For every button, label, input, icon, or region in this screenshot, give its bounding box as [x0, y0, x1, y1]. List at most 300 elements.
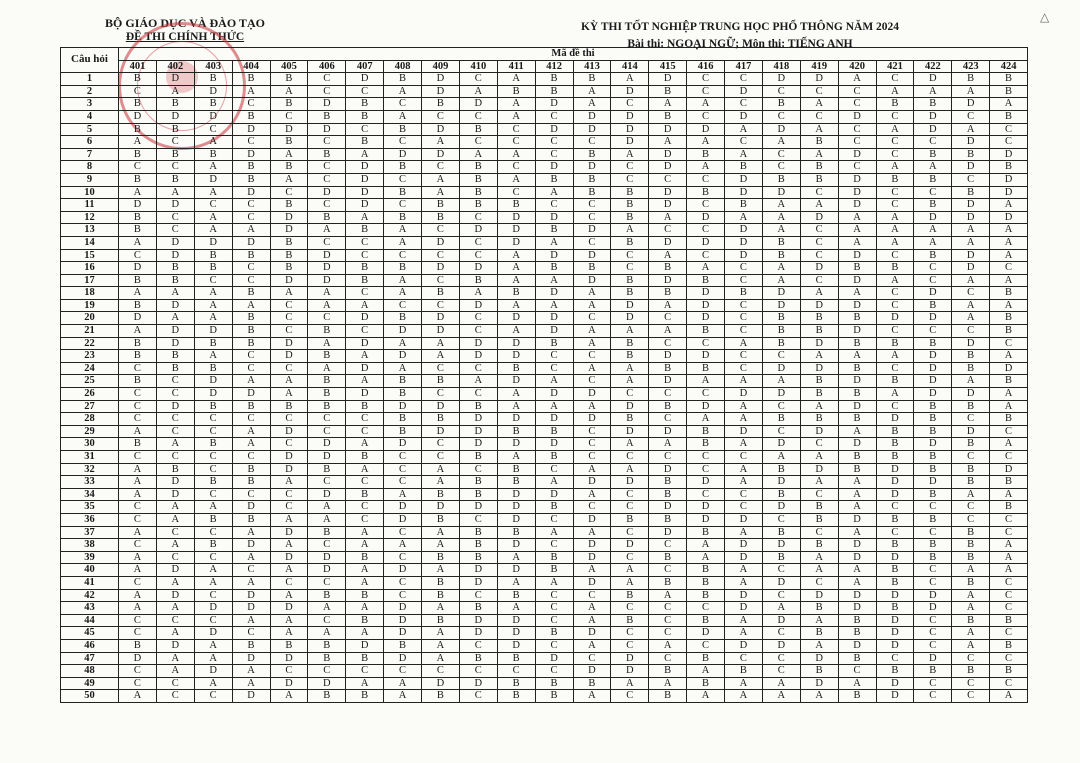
answer-cell: B	[156, 262, 194, 275]
answer-cell: C	[459, 236, 497, 249]
ministry-name: BỘ GIÁO DỤC VÀ ĐÀO TẠO	[105, 16, 265, 30]
answer-cell: A	[762, 602, 800, 615]
answer-cell: A	[573, 98, 611, 111]
answer-cell: C	[422, 388, 460, 401]
answer-cell: B	[497, 476, 535, 489]
answer-cell: D	[687, 211, 725, 224]
answer-cell: C	[346, 513, 384, 526]
answer-cell: A	[119, 287, 157, 300]
answer-cell: C	[611, 639, 649, 652]
answer-cell: D	[838, 400, 876, 413]
answer-cell: B	[232, 287, 270, 300]
answer-cell: C	[497, 136, 535, 149]
answer-cell: B	[232, 463, 270, 476]
answer-cell: A	[762, 677, 800, 690]
answer-cell: B	[914, 400, 952, 413]
answer-cell: C	[194, 451, 232, 464]
answer-cell: C	[990, 602, 1028, 615]
answer-cell: B	[914, 173, 952, 186]
answer-cell: A	[535, 375, 573, 388]
answer-cell: A	[308, 602, 346, 615]
answer-cell: A	[725, 576, 763, 589]
answer-cell: A	[346, 627, 384, 640]
answer-cell: C	[649, 337, 687, 350]
answer-cell: C	[649, 614, 687, 627]
answer-cell: B	[800, 665, 838, 678]
answer-cell: C	[346, 425, 384, 438]
answer-cell: A	[156, 539, 194, 552]
answer-cell: D	[384, 513, 422, 526]
answer-cell: A	[573, 85, 611, 98]
answer-cell: C	[119, 451, 157, 464]
answer-cell: D	[838, 539, 876, 552]
answer-cell: C	[459, 249, 497, 262]
answer-cell: D	[308, 249, 346, 262]
answer-cell: D	[611, 123, 649, 136]
answer-cell: A	[990, 98, 1028, 111]
answer-cell: C	[346, 287, 384, 300]
answer-cell: A	[573, 337, 611, 350]
answer-cell: C	[194, 690, 232, 703]
answer-cell: B	[535, 627, 573, 640]
table-row	[61, 110, 1028, 123]
answer-cell: B	[914, 98, 952, 111]
answer-cell: B	[952, 463, 990, 476]
answer-cell: D	[346, 73, 384, 86]
answer-cell: C	[611, 690, 649, 703]
answer-cell: B	[156, 98, 194, 111]
answer-cell: B	[762, 236, 800, 249]
answer-cell: D	[725, 85, 763, 98]
answer-cell: A	[497, 98, 535, 111]
answer-cell: A	[308, 224, 346, 237]
answer-cell: D	[611, 299, 649, 312]
question-number: 49	[61, 677, 119, 690]
answer-cell: D	[270, 274, 308, 287]
answer-cell: A	[497, 148, 535, 161]
answer-cell: C	[156, 211, 194, 224]
table-row	[61, 262, 1028, 275]
answer-cell: D	[346, 337, 384, 350]
answer-cell: A	[800, 98, 838, 111]
answer-cell: A	[800, 123, 838, 136]
answer-cell: C	[535, 136, 573, 149]
answer-cell: D	[762, 639, 800, 652]
exam-code-header: 416	[687, 60, 725, 73]
answer-cell: D	[422, 262, 460, 275]
answer-cell: B	[990, 312, 1028, 325]
answer-cell: C	[573, 501, 611, 514]
answer-cell: B	[270, 199, 308, 212]
answer-cell: A	[384, 236, 422, 249]
answer-cell: C	[497, 665, 535, 678]
answer-cell: D	[952, 388, 990, 401]
answer-cell: D	[762, 123, 800, 136]
answer-cell: C	[611, 602, 649, 615]
answer-cell: C	[952, 110, 990, 123]
answer-cell: D	[838, 274, 876, 287]
answer-cell: A	[914, 161, 952, 174]
exam-code-header: 424	[990, 60, 1028, 73]
answer-cell: D	[687, 236, 725, 249]
answer-cell: A	[838, 425, 876, 438]
answer-cell: D	[459, 98, 497, 111]
answer-cell: A	[384, 362, 422, 375]
answer-cell: B	[611, 337, 649, 350]
answer-cell: B	[308, 388, 346, 401]
answer-cell: B	[611, 199, 649, 212]
answer-cell: A	[232, 576, 270, 589]
answer-cell: A	[952, 274, 990, 287]
answer-cell: B	[762, 526, 800, 539]
answer-cell: D	[725, 249, 763, 262]
answer-cell: C	[687, 388, 725, 401]
answer-cell: C	[611, 451, 649, 464]
answer-cell: B	[156, 173, 194, 186]
answer-cell: D	[649, 425, 687, 438]
answer-cell: C	[535, 110, 573, 123]
answer-cell: C	[156, 526, 194, 539]
answer-cell: B	[535, 337, 573, 350]
table-row	[61, 224, 1028, 237]
question-number: 7	[61, 148, 119, 161]
table-row	[61, 614, 1028, 627]
answer-cell: D	[762, 614, 800, 627]
answer-cell: C	[346, 123, 384, 136]
answer-cell: C	[194, 123, 232, 136]
answer-cell: D	[725, 513, 763, 526]
answer-cell: A	[990, 236, 1028, 249]
answer-cell: D	[497, 639, 535, 652]
answer-cell: A	[725, 413, 763, 426]
answer-cell: C	[611, 262, 649, 275]
answer-cell: D	[725, 425, 763, 438]
answer-cell: C	[762, 148, 800, 161]
answer-cell: B	[535, 262, 573, 275]
answer-cell: B	[119, 337, 157, 350]
answer-cell: C	[838, 123, 876, 136]
answer-cell: A	[497, 274, 535, 287]
answer-cell: A	[952, 627, 990, 640]
answer-cell: D	[952, 262, 990, 275]
answer-cell: C	[990, 337, 1028, 350]
answer-cell: C	[308, 413, 346, 426]
answer-cell: D	[990, 463, 1028, 476]
answer-cell: D	[762, 299, 800, 312]
answer-cell: A	[232, 677, 270, 690]
answer-cell: A	[876, 85, 914, 98]
table-row	[61, 199, 1028, 212]
table-row	[61, 488, 1028, 501]
answer-cell: D	[876, 614, 914, 627]
answer-cell: B	[422, 287, 460, 300]
answer-cell: C	[422, 161, 460, 174]
answer-cell: C	[497, 186, 535, 199]
answer-cell: B	[422, 614, 460, 627]
answer-cell: C	[725, 274, 763, 287]
answer-cell: C	[156, 161, 194, 174]
answer-cell: D	[838, 602, 876, 615]
answer-cell: C	[119, 627, 157, 640]
answer-cell: C	[990, 262, 1028, 275]
answer-cell: B	[535, 85, 573, 98]
answer-cell: C	[535, 639, 573, 652]
answer-cell: C	[270, 110, 308, 123]
answer-cell: C	[119, 665, 157, 678]
answer-cell: C	[649, 224, 687, 237]
answer-cell: B	[119, 98, 157, 111]
answer-cell: D	[422, 501, 460, 514]
answer-cell: A	[725, 564, 763, 577]
question-number: 34	[61, 488, 119, 501]
answer-cell: D	[800, 362, 838, 375]
answer-cell: A	[725, 337, 763, 350]
answer-cell: D	[573, 161, 611, 174]
answer-cell: C	[535, 539, 573, 552]
answer-cell: B	[990, 161, 1028, 174]
answer-cell: C	[119, 249, 157, 262]
answer-cell: B	[649, 362, 687, 375]
question-number: 11	[61, 199, 119, 212]
answer-cell: D	[308, 262, 346, 275]
answer-cell: C	[535, 463, 573, 476]
answer-cell: D	[649, 501, 687, 514]
answer-cell: D	[459, 438, 497, 451]
answer-cell: B	[346, 400, 384, 413]
answer-cell: D	[156, 249, 194, 262]
answer-cell: D	[876, 690, 914, 703]
answer-cell: C	[194, 274, 232, 287]
table-row	[61, 186, 1028, 199]
answer-cell: C	[232, 451, 270, 464]
answer-cell: A	[573, 463, 611, 476]
question-number: 44	[61, 614, 119, 627]
answer-cell: C	[649, 413, 687, 426]
answer-cell: D	[687, 627, 725, 640]
answer-cell: B	[762, 325, 800, 338]
table-row	[61, 627, 1028, 640]
answer-cell: D	[725, 110, 763, 123]
answer-cell: B	[232, 337, 270, 350]
answer-cell: A	[838, 236, 876, 249]
answer-cell: A	[952, 639, 990, 652]
answer-cell: C	[232, 488, 270, 501]
answer-cell: D	[156, 199, 194, 212]
question-number: 14	[61, 236, 119, 249]
answer-cell: A	[422, 476, 460, 489]
answer-cell: A	[725, 375, 763, 388]
answer-cell: C	[762, 350, 800, 363]
exam-title: KỲ THI TỐT NGHIỆP TRUNG HỌC PHỔ THÔNG NĂM 2024	[580, 21, 900, 33]
answer-cell: B	[649, 400, 687, 413]
table-row	[61, 551, 1028, 564]
answer-cell: A	[952, 488, 990, 501]
answer-cell: C	[119, 614, 157, 627]
answer-cell: A	[535, 186, 573, 199]
answer-cell: C	[649, 173, 687, 186]
answer-cell: B	[270, 73, 308, 86]
answer-cell: C	[952, 173, 990, 186]
answer-cell: B	[422, 375, 460, 388]
answer-cell: A	[119, 136, 157, 149]
answer-cell: D	[914, 123, 952, 136]
answer-cell: A	[156, 438, 194, 451]
answer-cell: C	[119, 513, 157, 526]
answer-cell: A	[800, 564, 838, 577]
answer-cell: D	[990, 173, 1028, 186]
answer-cell: D	[497, 413, 535, 426]
answer-cell: B	[800, 539, 838, 552]
answer-cell: C	[649, 652, 687, 665]
answer-cell: B	[308, 375, 346, 388]
answer-cell: D	[914, 652, 952, 665]
answer-cell: A	[119, 589, 157, 602]
answer-cell: A	[346, 211, 384, 224]
answer-cell: A	[649, 299, 687, 312]
answer-cell: D	[194, 85, 232, 98]
answer-cell: C	[194, 463, 232, 476]
answer-cell: C	[990, 526, 1028, 539]
answer-cell: B	[952, 148, 990, 161]
answer-cell: C	[232, 627, 270, 640]
answer-cell: B	[384, 375, 422, 388]
question-number: 26	[61, 388, 119, 401]
table-row	[61, 123, 1028, 136]
answer-cell: A	[611, 375, 649, 388]
answer-cell: C	[270, 576, 308, 589]
answer-cell: C	[573, 375, 611, 388]
answer-cell: D	[422, 85, 460, 98]
answer-cell: C	[384, 173, 422, 186]
answer-cell: D	[422, 425, 460, 438]
answer-cell: D	[384, 602, 422, 615]
answer-cell: B	[497, 526, 535, 539]
answer-cell: C	[459, 211, 497, 224]
answer-cell: A	[270, 375, 308, 388]
answer-cell: D	[649, 186, 687, 199]
answer-cell: D	[838, 639, 876, 652]
answer-cell: D	[649, 236, 687, 249]
answer-cell: B	[194, 362, 232, 375]
answer-cell: C	[800, 438, 838, 451]
answer-cell: C	[725, 312, 763, 325]
answer-cell: A	[952, 123, 990, 136]
answer-cell: A	[497, 173, 535, 186]
answer-cell: B	[119, 211, 157, 224]
answer-cell: C	[952, 325, 990, 338]
question-number: 30	[61, 438, 119, 451]
answer-cell: D	[952, 425, 990, 438]
answer-cell: B	[876, 438, 914, 451]
answer-cell: D	[497, 211, 535, 224]
answer-cell: A	[800, 350, 838, 363]
answer-cell: A	[687, 539, 725, 552]
answer-cell: C	[876, 136, 914, 149]
answer-cell: C	[876, 526, 914, 539]
answer-cell: B	[459, 161, 497, 174]
answer-cell: B	[800, 513, 838, 526]
answer-cell: B	[725, 665, 763, 678]
answer-cell: B	[308, 589, 346, 602]
question-number: 45	[61, 627, 119, 640]
answer-cell: B	[876, 98, 914, 111]
answer-cell: A	[270, 476, 308, 489]
answer-cell: C	[952, 652, 990, 665]
answer-cell: A	[990, 551, 1028, 564]
answer-cell: D	[573, 513, 611, 526]
answer-cell: B	[535, 690, 573, 703]
answer-cell: D	[687, 476, 725, 489]
answer-cell: A	[497, 400, 535, 413]
table-row	[61, 576, 1028, 589]
answer-cell: C	[308, 476, 346, 489]
answer-cell: A	[232, 224, 270, 237]
answer-cell: D	[346, 186, 384, 199]
question-number: 13	[61, 224, 119, 237]
answer-cell: A	[270, 614, 308, 627]
answer-cell: C	[232, 413, 270, 426]
answer-cell: C	[232, 350, 270, 363]
answer-cell: C	[762, 513, 800, 526]
answer-cell: B	[535, 173, 573, 186]
answer-cell: C	[384, 463, 422, 476]
answer-cell: D	[725, 639, 763, 652]
table-row	[61, 564, 1028, 577]
answer-cell: B	[876, 513, 914, 526]
answer-cell: A	[725, 400, 763, 413]
answer-cell: C	[270, 665, 308, 678]
answer-cell: B	[422, 413, 460, 426]
answer-cell: C	[800, 224, 838, 237]
answer-cell: B	[194, 438, 232, 451]
answer-cell: A	[346, 438, 384, 451]
answer-cell: A	[876, 123, 914, 136]
answer-cell: B	[422, 488, 460, 501]
answer-cell: A	[270, 287, 308, 300]
exam-code-header: 406	[308, 60, 346, 73]
answer-cell: D	[459, 350, 497, 363]
answer-cell: C	[876, 186, 914, 199]
answer-cell: D	[384, 438, 422, 451]
answer-cell: A	[952, 602, 990, 615]
answer-cell: D	[459, 224, 497, 237]
answer-cell: B	[990, 639, 1028, 652]
answer-cell: A	[346, 299, 384, 312]
answer-cell: B	[914, 551, 952, 564]
answer-cell: D	[384, 627, 422, 640]
answer-cell: D	[649, 463, 687, 476]
answer-cell: D	[156, 110, 194, 123]
answer-cell: D	[687, 513, 725, 526]
answer-cell: B	[952, 539, 990, 552]
answer-cell: A	[535, 400, 573, 413]
answer-cell: C	[535, 665, 573, 678]
answer-cell: D	[232, 652, 270, 665]
answer-cell: A	[119, 476, 157, 489]
answer-cell: C	[459, 589, 497, 602]
answer-cell: B	[535, 451, 573, 464]
answer-cell: D	[497, 236, 535, 249]
answer-cell: D	[497, 564, 535, 577]
answer-cell: C	[573, 136, 611, 149]
answer-cell: B	[232, 513, 270, 526]
answer-cell: B	[308, 148, 346, 161]
answer-cell: B	[952, 526, 990, 539]
answer-cell: B	[497, 589, 535, 602]
answer-cell: B	[384, 262, 422, 275]
answer-cell: B	[459, 551, 497, 564]
answer-cell: C	[384, 526, 422, 539]
